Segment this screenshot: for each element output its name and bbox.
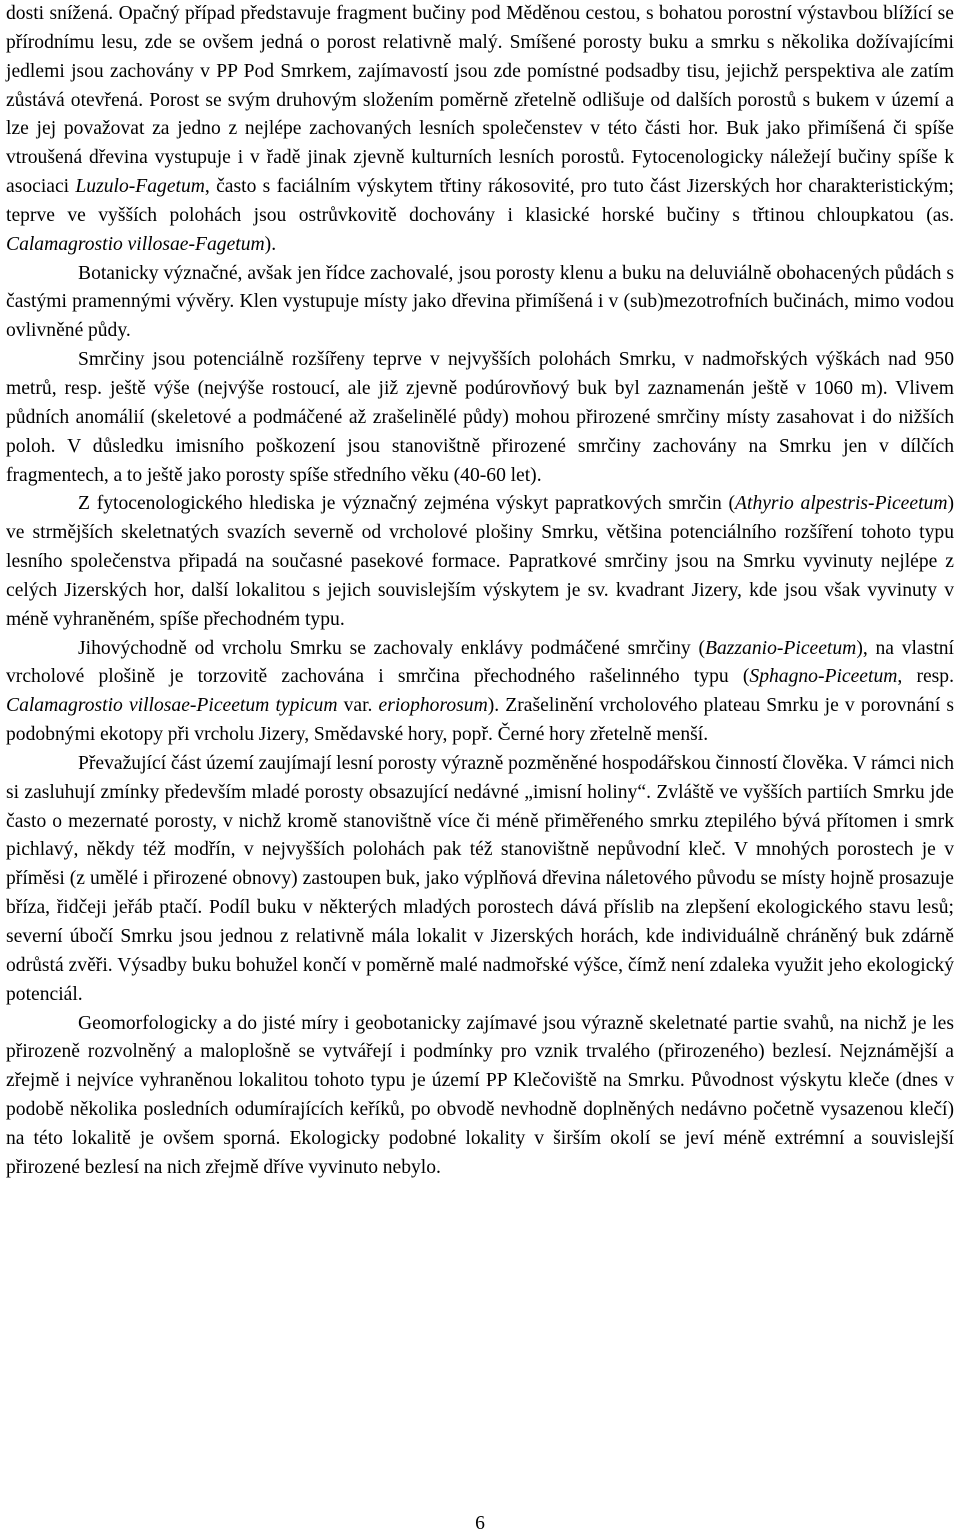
text-run: ).	[264, 233, 277, 255]
paragraph	[6, 1010, 954, 1183]
text-run: dosti snížená. Opačný případ představuje fragment bučiny pod Měděnou cestou, s bohatou porostní výstavbou blížící se přírodnímu lesu, zde se ovšem jedná o porost relativně malý. Smíšené porosty buku a smrku s několika dožívajícími jedlemi jsou zachovány v PP Pod Smrkem, zajímavostí jsou zde pomístné podsadby tisu, jejichž perspektiva ale zatím zůstává otevřená. Porost se svým druhovým složením poměrně zřetelně odlišuje od dalších porostů s bukem v území a lze jej považovat za jedno z nejlépe zachovaných lesních společenstev v této části hor. Buk jako přimíšená či spíše vtroušená dřevina vystupuje i v řadě jinak zjevně kulturních lesních porostů. Fytocenologicky náležejí bučiny spíše k asociaci	[6, 3, 954, 198]
paragraph	[6, 750, 954, 1010]
page-number: 6	[475, 1513, 485, 1534]
text-run: Botanicky význačné, avšak jen řídce zachovalé, jsou porosty klenu a buku na deluviálně obohacených půdách s častými pramennými vývěry. Klen vystupuje místy jako dřevina přimíšená i v (sub)mezotrofních bučinách, mimo vodou ovlivněné půdy.	[6, 262, 954, 342]
text-run: Smrčiny jsou potenciálně rozšířeny teprve v nejvyšších polohách Smrku, v nadmořských výškách nad 950 metrů, resp. ještě výše (nejvýše rostoucí, ale již zjevně podúrovňový buk byl zaznamenán ještě v 1060 m). Vlivem půdních anomálií (skeletové a podmáčené až zrašelinělé půdy) mohou přirozené smrčiny místy zasahovat i do nižších poloh. V důsledku imisního poškození jsou stanovištně přirozené smrčiny zachovány na Smrku jen v dílčích fragmentech, a to ještě jako porosty spíše středního věku (40-60 let).	[6, 349, 954, 486]
text-run: , resp.	[897, 666, 954, 688]
italic-taxon-name: Calamagrostio villosae-Fagetum	[6, 233, 265, 255]
text-run: ), na vlastní vrcholové plošině je torzovitě zachována i smrčina přechodného rašelinného typu (	[6, 637, 954, 688]
paragraph	[6, 346, 954, 490]
italic-taxon-name: Calamagrostio villosae-Piceetum typicum	[6, 695, 338, 717]
italic-taxon-name: Athyrio alpestris-Piceetum	[735, 493, 948, 515]
text-run: Jihovýchodně od vrcholu Smrku se zachovaly enklávy podmáčené smrčiny (	[78, 637, 706, 659]
paragraph	[6, 635, 954, 750]
italic-taxon-name: Bazzanio-Piceetum	[705, 637, 857, 659]
document-page	[6, 0, 954, 1183]
text-run: Z fytocenologického hlediska je význačný zejména výskyt papratkových smrčin (	[78, 493, 736, 515]
italic-taxon-name: eriophorosum	[378, 695, 488, 717]
text-body	[6, 0, 954, 1183]
text-run: var.	[337, 695, 379, 717]
paragraph	[6, 0, 954, 260]
text-run: ). Zrašelinění vrcholového plateau Smrku je v porovnání s podobnými ekotopy při vrcholu Jizery, Smědavské hory, popř. Černé hory zřetelně menší.	[6, 695, 954, 746]
paragraph	[6, 260, 954, 347]
paragraph	[6, 490, 954, 634]
text-run: Geomorfologicky a do jisté míry i geobotanicky zajímavé jsou výrazně skeletnaté partie svahů, na nichž je les přirozeně rozvolněný a maloplošně se vytvářejí i podmínky pro vznik trvalého (přirozeného) bezlesí. Nejznámější a zřejmě i nejvíce vyhraněnou lokalitou tohoto typu je území PP Klečoviště na Smrku. Původnost výskytu kleče (dnes v podobě několika posledních odumírajících keříků, po obvodě nevhodně doplněných nedávno početně vysazenou klečí) na této lokalitě je ovšem sporná. Ekologicky podobné lokality v širším okolí se jeví méně extrémní a souvislejší přirozené bezlesí na nich zřejmě dříve vyvinuto nebylo.	[6, 1012, 954, 1178]
text-run: Převažující část území zaujímají lesní porosty výrazně pozměněné hospodářskou činností člověka. V rámci nich si zasluhují zmínky především mladé porosty obsazující nedávné „imisní holiny“. Zvláště ve vyšších partiích Smrku jde často o mezernaté porosty, v nichž kromě stanovištně více či méně přiměřeného smrku ztepilého bývá přítomen i smrk pichlavý, někdy též modřín, v nejvyšších polohách pak též stanovištně nepůvodní kleč. V mnohých porostech je v příměsi (z umělé i přirozené obnovy) zastoupen buk, jako výplňová dřevina náletového původu se místy hojně prosazuje bříza, řidčeji jeřáb ptačí. Podíl buku v některých mladých porostech dává příslib na zlepšení ekologického stavu lesů; severní úbočí Smrku jsou jednou z relativně mála lokalit v Jizerských horách, kde individuálně chráněný buk zdárně odrůstá zvěři. Výsadby buku bohužel končí v poměrně malé nadmořské výšce, čímž není zdaleka využit jeho ekologický potenciál.	[6, 752, 954, 1005]
text-run: ) ve strmějších skeletnatých svazích severně od vrcholové plošiny Smrku, většina potenciálního rozšíření tohoto typu lesního společenstva připadá na současné pasekové formace. Papratkové smrčiny jsou na Smrku vyvinuty nejlépe z celých Jizerských hor, další lokalitou s jejich souvislejším výskytem je sv. kvadrant Jizery, kde jsou však vyvinuty v méně vyhraněném, spíše přechodném typu.	[6, 493, 954, 630]
text-run: , často s faciálním výskytem třtiny rákosovité, pro tuto část Jizerských hor charakteristickým; teprve ve vyšších polohách jsou ostrůvkovitě dochovány i klasické horské bučiny s třtinou chloupkatou (as.	[6, 176, 954, 226]
italic-taxon-name: Sphagno-Piceetum	[749, 666, 898, 688]
italic-taxon-name: Luzulo-Fagetum	[75, 176, 205, 198]
